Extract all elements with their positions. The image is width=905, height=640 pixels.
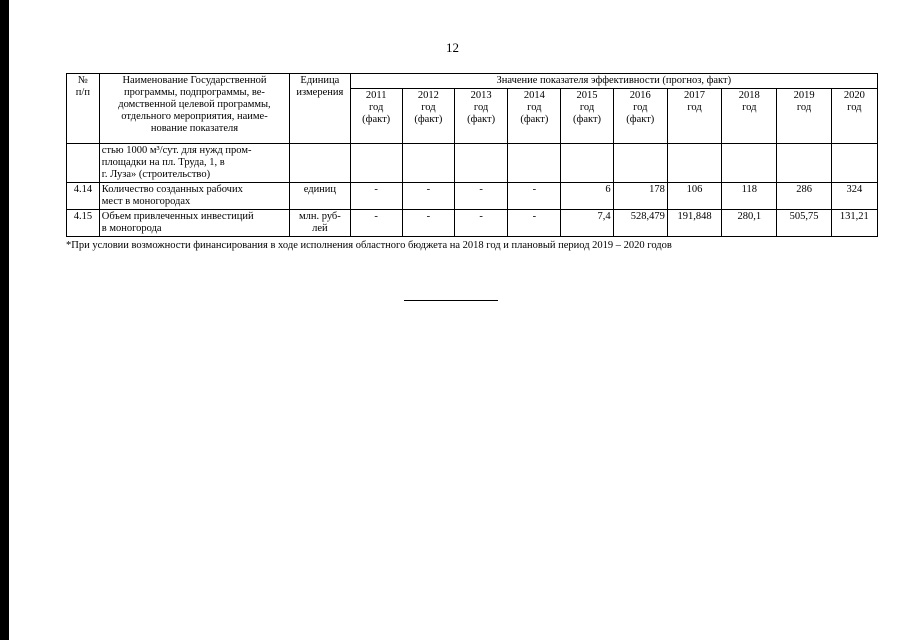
value-cell: 505,75 (777, 210, 831, 237)
continuation-name: стью 1000 м³/сут. для нужд пром- площадки на пл. Труда, 1, в г. Луза» (строительство) (99, 144, 289, 183)
header-unit: Единица измерения (290, 74, 350, 144)
year-2014: 2014 год (факт) (508, 89, 561, 144)
value-cell: 118 (722, 183, 777, 210)
value-cell: 6 (561, 183, 613, 210)
page-number: 12 (446, 40, 459, 55)
year-2013: 2013 год (факт) (454, 89, 507, 144)
year-2016: 2016 год (факт) (613, 89, 667, 144)
value-cell: - (454, 210, 507, 237)
value-cell: 286 (777, 183, 831, 210)
value-cell: 528,479 (613, 210, 667, 237)
footnote: *При условии возможности финансирования в ходе исполнения областного бюджета на 2018 год и плановый период 2019 – 2020 годов (66, 240, 672, 251)
value-cell: 178 (613, 183, 667, 210)
year-2011: 2011 год (факт) (350, 89, 402, 144)
value-cell: 106 (667, 183, 721, 210)
row-unit: млн. руб- лей (290, 210, 350, 237)
value-cell: 324 (831, 183, 877, 210)
year-2015: 2015 год (факт) (561, 89, 613, 144)
year-2012: 2012 год (факт) (402, 89, 454, 144)
value-cell: - (454, 183, 507, 210)
header-num: № п/п (67, 74, 100, 144)
value-cell: - (350, 183, 402, 210)
value-cell: - (402, 183, 454, 210)
value-cell: 191,848 (667, 210, 721, 237)
year-2019: 2019 год (777, 89, 831, 144)
continuation-num (67, 144, 100, 183)
row-unit: единиц (290, 183, 350, 210)
closing-rule (404, 300, 498, 301)
value-cell: 280,1 (722, 210, 777, 237)
row-name: Объем привлеченных инвестиций в моногорода (99, 210, 289, 237)
year-2017: 2017 год (667, 89, 721, 144)
row-name: Количество созданных рабочих мест в моногородах (99, 183, 289, 210)
continuation-row (67, 144, 878, 183)
row-num: 4.14 (67, 183, 100, 210)
header-row-1 (67, 74, 878, 89)
year-2018: 2018 год (722, 89, 777, 144)
year-2020: 2020 год (831, 89, 877, 144)
table-row (67, 183, 878, 210)
value-cell: - (402, 210, 454, 237)
indicators-table (66, 73, 878, 237)
row-num: 4.15 (67, 210, 100, 237)
value-cell: - (508, 183, 561, 210)
table-row (67, 210, 878, 237)
value-cell: - (508, 210, 561, 237)
value-cell: 7,4 (561, 210, 613, 237)
header-group: Значение показателя эффективности (прогноз, факт) (350, 74, 877, 89)
value-cell: - (350, 210, 402, 237)
value-cell: 131,21 (831, 210, 877, 237)
scan-left-edge (0, 0, 9, 640)
header-name: Наименование Государственной программы, подпрограммы, ве- домственной целевой программы, отдельного мероприятия, наиме- нование показателя (99, 74, 289, 144)
